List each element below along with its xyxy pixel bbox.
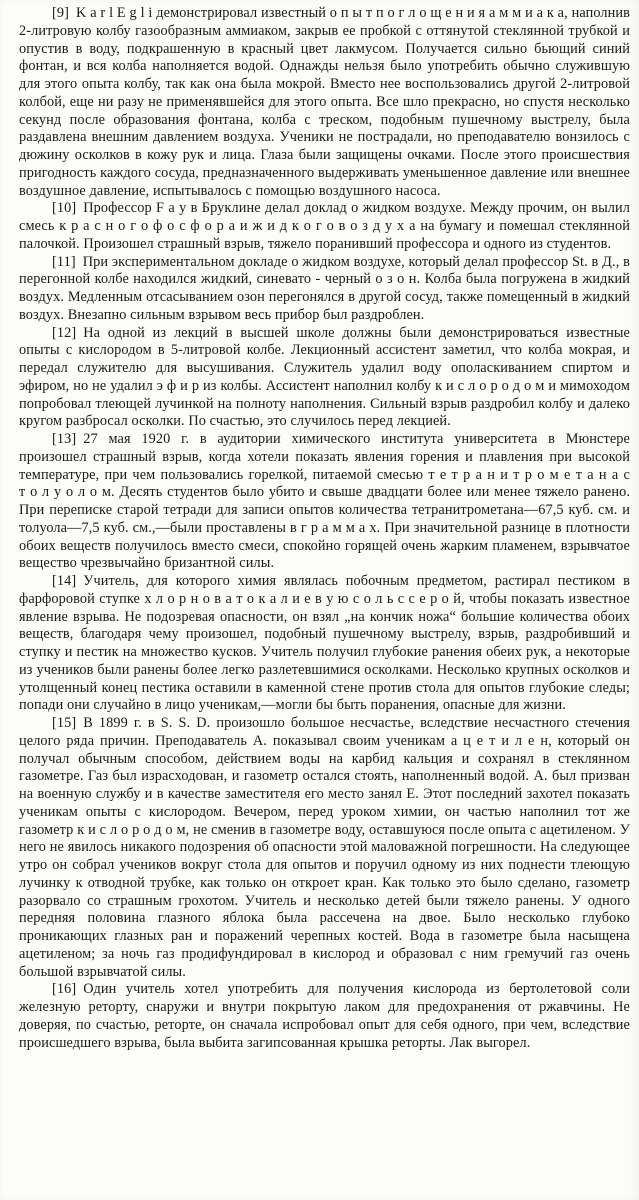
paragraph-14-number: [14] <box>52 573 77 589</box>
paragraph-15-text: В 1899 г. в S. S. D. произошло большое несчастье, вследствие несчастного стечения целого ряда причин. Преподаватель А. показывал своим ученикам а ц е т и л е н, который он получал обычным способом, действием воды на карбид кальция и сохранял в стеклянном газометре. Газ был израсходован, и газометр остался стоять, наполненный водой. А. был призван на военную службу и в качестве заместителя его место занял Е. Этот последний захотел показать ученикам опыты с кислородом. Вечером, перед уроком химии, он частью наполнил тот же газометр к и с л о р о д о м, не сменив в газометре воду, оставшуюся после опыта с ацетиленом. У него не явилось никакого подозрения об опасности этой маловажной погрешности. На следующее утро он собрал учеников вокруг стола для опытов и поручил одному из них поднести тлеющую лучинку к отводной трубке, как только он откроет кран. Как только это было сделано, газометр разорвало со страшным грохотом. Учитель и несколько детей были тяжело ранены. У одного передняя половина глазного яблока была рассечена на двое. Было несколько глубоко проникающих глазных ран и поражений черепных костей. Вода в газометре была насыщена ацетиленом; за ночь газ продифундировал в кислород и образовал с ним гремучий газ очень большой взрывчатой силы. <box>19 715 630 980</box>
paragraph-10 <box>19 200 630 253</box>
paragraph-13 <box>19 431 630 573</box>
paragraph-12-text: На одной из лекций в высшей школе должны были демонстрироваться известные опыты с кислородом в 5-литровой колбе. Лекционный ассистент заметил, что колба мокрая, и передал служителю для высушивания. Служитель удалил воду ополаскиванием спиртом и эфиром, но не удалил э ф и р из колбы. Ассистент наполнил колбу к и с л о р о д о м и мимоходом попробовал тлеющей лучинкой на полноту наполнения. Сильный взрыв раздробил колбу и далеко кругом разбросал осколки. По счастью, это случилось перед лекцией. <box>19 324 630 430</box>
paragraph-12 <box>19 325 630 432</box>
paragraph-9-text: K a r l E g l i демонстрировал известный о п ы т п о г л о щ е н и я а м м и а к а, наполнив 2-литровую колбу газообразным аммиаком, закрыв ее пробкой с оттянутой стеклянной трубкой и опустив в воду, подкрашенную в красный цвет лакмусом. Получается сильно бьющий синий фонтан, и вся колба наполняется водой. Однажды нельзя было употребить обычно служившую для этого опыта колбу, так как она была мокрой. Вместо нее воспользовались другой 2-литровой колбой, еще ни разу не применявшейся для этого опыта. Все шло прекрасно, но спустя несколько секунд после образования фонтана, колба с треском, подобным пушечному выстрелу, была раздавлена внешним давлением воздуха. Ученики не пострадали, но преподавателю вонзилось с дюжину осколков в кожу рук и лица. Глаза были защищены очками. После этого происшествия пригодность каждого сосуда, предназначенного выдерживать уменьшенное давление или внешнее воздушное давление, испытывалось с помощью воздушного насоса. <box>19 5 630 199</box>
paragraph-14-text: Учитель, для которого химия являлась побочным предметом, растирал пестиком в фарфоровой ступке х л о р н о в а т о к а л и е в у ю с о л ь с с е р о й, чтобы показать известное явление взрыва. Не подозревая опасности, он взял „на кончик ножа“ большие количества обоих веществ, благодаря чему произошел, подобный пушечному выстрелу, взрыв, раздробивший и ступку и пестик на множество кусков. Учитель получил глубокие ранения обеих рук, а некоторые из учеников были ранены более легко разлетевшимися осколками. Несколько крупных осколков и утолщенный конец пестика оставили в каменной стене против стола для опытов глубокие следы; попади они случайно в лицо ученикам,—могли бы быть поранения, опасные для жизни. <box>19 573 630 714</box>
paragraph-9 <box>19 5 630 200</box>
paragraph-11-text: При экспериментальном докладе о жидком воздухе, который делал профессор St. в Д., в перегонной колбе находился жидкий, синевато - черный о з о н. Колба была погружена в жидкий воздух. Медленным отсасыванием озон перегонялся в другой сосуд, также помещенный в жидкий воздух. Внезапно сильным взрывом весь прибор был раздроблен. <box>19 253 630 323</box>
paragraph-14 <box>19 573 630 715</box>
paragraph-11-number: [11] <box>52 253 76 270</box>
paragraph-15-number: [15] <box>52 715 77 731</box>
paragraph-16-number: [16] <box>52 981 77 998</box>
paragraph-16 <box>19 981 630 1052</box>
paragraph-13-number: [13] <box>52 431 77 447</box>
paragraph-13-text: 27 мая 1920 г. в аудитории химического института университета в Мюнстере произошел страшный взрыв, когда хотели показать явления горения и плавления при высокой температуре, при чем пользовались горелкой, питаемой смесью т е т р а н и т р о м е т а н а с т о л у о л о м. Десять студентов было убито и свыше двадцати более или менее тяжело ранено. При переписке старой тетради для записи опытов количества тетранитрометана—67,5 куб. см. и толуола—7,5 куб. см.,—были проставлены в г р а м м а х. При значительной разнице в плотности обоих веществ получилось вместо смеси, спокойно горящей очень жарким пламенем, взрывчатое вещество чрезвычайно бризантной силы. <box>19 431 630 572</box>
paragraph-11 <box>19 254 630 325</box>
paragraph-16-text: Один учитель хотел употребить для получения кислорода из бертолетовой соли железную реторту, снаружи и внутри покрытую лаком для предохранения от ржавчины. Не доверяя, по счастью, реторте, он сначала испробовал опыт для себя одного, при чем, вследствие происшедшего взрыва, была выбита загипсованная крышка реторты. Лак выгорел. <box>19 981 630 1051</box>
paragraph-12-number: [12] <box>52 324 77 341</box>
paragraph-10-number: [10] <box>52 200 77 217</box>
paragraph-10-text: Профессор F a y в Бруклине делал доклад о жидком воздухе. Между прочим, он вылил смесь к р а с н о г о ф о с ф о р а и ж и д к о г о в о з д у х а на бумагу и помешал стеклянной палочкой. Произошел страшный взрыв, тяжело поранивший профессора и одного из студентов. <box>19 200 630 252</box>
paragraph-15 <box>19 715 630 981</box>
paragraph-9-number: [9] <box>52 5 69 21</box>
